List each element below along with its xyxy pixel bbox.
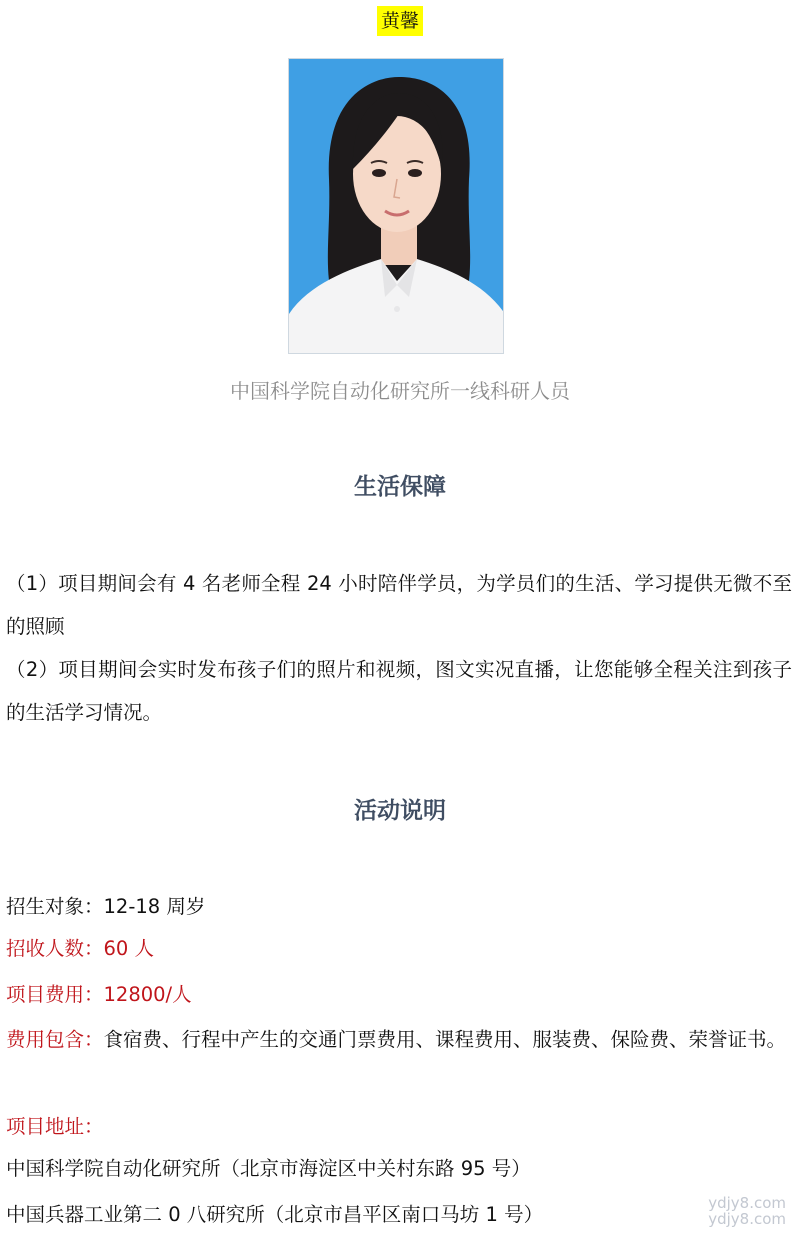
watermark xyxy=(708,1195,786,1227)
enroll-count: 招收人数：60 人 xyxy=(6,937,155,960)
life-paragraph-2: （2）项目期间会实时发布孩子们的照片和视频，图文实况直播，让您能够全程关注到孩子的生活学习情况。 xyxy=(6,658,792,724)
fee-includes-label: 费用包含： xyxy=(6,1028,104,1051)
watermark-line-1: ydjy8.com xyxy=(708,1194,786,1212)
target-age: 招生对象：12-18 周岁 xyxy=(6,895,206,918)
portrait-illustration xyxy=(289,59,504,354)
address-line-1: 中国科学院自动化研究所（北京市海淀区中关村东路 95 号） xyxy=(6,1157,531,1180)
portrait-photo xyxy=(288,58,504,354)
project-fee: 项目费用：12800/人 xyxy=(6,983,192,1006)
address-line-2: 中国兵器工业第二 0 八研究所（北京市昌平区南口马坊 1 号） xyxy=(6,1203,544,1226)
section-title-life: 生活保障 xyxy=(354,474,446,500)
name-header xyxy=(0,6,800,36)
address-label: 项目地址： xyxy=(6,1115,104,1138)
photo-caption: 中国科学院自动化研究所一线科研人员 xyxy=(230,379,570,403)
section-title-activity: 活动说明 xyxy=(354,798,446,824)
fee-includes-text: 食宿费、行程中产生的交通门票费用、课程费用、服装费、保险费、荣誉证书。 xyxy=(103,1028,787,1051)
life-paragraph-1: （1）项目期间会有 4 名老师全程 24 小时陪伴学员，为学员们的生活、学习提供无微不至的照顾 xyxy=(6,572,792,638)
person-name: 黄馨 xyxy=(377,6,423,36)
fee-includes xyxy=(6,1018,792,1061)
watermark-line-2: ydjy8.com xyxy=(708,1210,786,1228)
